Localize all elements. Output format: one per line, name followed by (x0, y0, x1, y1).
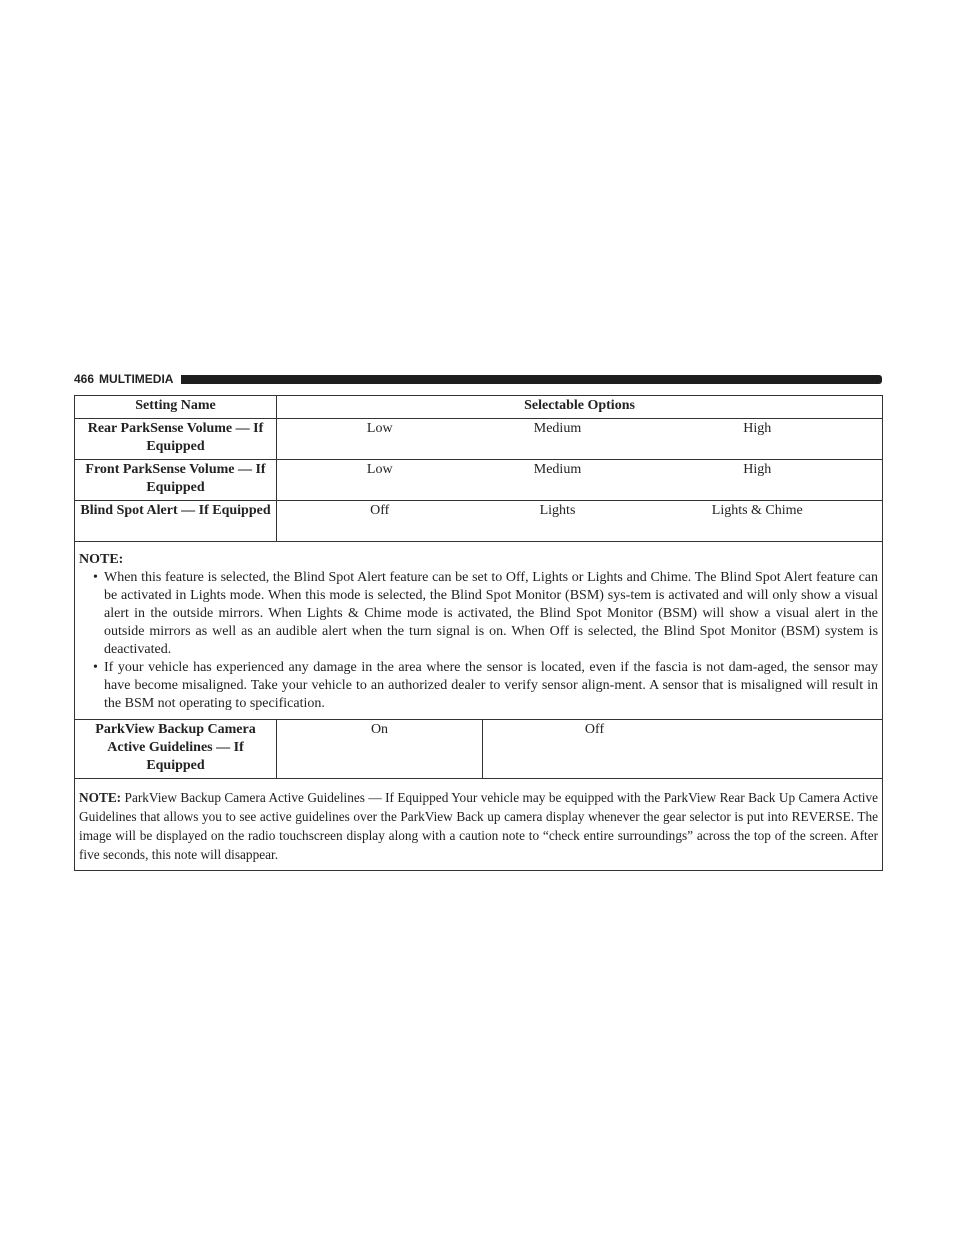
list-item (79, 569, 878, 659)
column-header-setting-name: Setting Name (75, 396, 277, 419)
list-item (79, 659, 878, 713)
option-cell: Off (483, 720, 883, 779)
note-bullet-text: When this feature is selected, the Blind Spot Alert feature can be set to Off, Lights or Lights and Chime. The Blind Spot Alert feature can be activated in Lights mode. When this mode is selected, the Blind Spot Monitor (BSM) sys-tem is activated and will only show a visual alert in the outside mirrors. When Lights & Chime mode is activated, the Blind Spot Monitor (BSM) will show a visual alert in the outside mirrors as well as an audible alert when the turn signal is on. When Off is selected, the Blind Spot Monitor (BSM) system is deactivated. (104, 570, 879, 657)
note-label: NOTE: (79, 790, 122, 805)
column-header-selectable-options: Selectable Options (277, 396, 883, 419)
settings-table (74, 395, 883, 871)
option-cell: Off (277, 501, 483, 542)
option-cell: Medium (483, 460, 633, 501)
table-row (75, 501, 883, 542)
header-rule (181, 375, 882, 384)
option-cell: Lights (483, 501, 633, 542)
option-cell: On (277, 720, 483, 779)
option-cell: Lights & Chime (633, 501, 883, 542)
note-row (75, 542, 883, 720)
setting-name: ParkView Backup Camera Active Guidelines — If Equipped (75, 720, 277, 779)
setting-name: Blind Spot Alert — If Equipped (75, 501, 277, 542)
option-cell: Low (277, 460, 483, 501)
note-bullet-list (79, 569, 878, 713)
note-bullet-text: If your vehicle has experienced any damage in the area where the sensor is located, even if the fascia is not dam-aged, the sensor may have become misaligned. Take your vehicle to an authorized dealer to verify sensor align-ment. A sensor that is misaligned will result in the BSM not operating to specification. (104, 660, 879, 711)
section-title: MULTIMEDIA (99, 372, 174, 386)
option-cell: Medium (483, 419, 633, 460)
option-cell: Low (277, 419, 483, 460)
page-number: 466 (74, 372, 95, 386)
bullet-icon: • (93, 570, 98, 585)
note-block (75, 779, 883, 871)
note-text: ParkView Backup Camera Active Guidelines — If Equipped Your vehicle may be equipped with the ParkView Rear Back Up Camera Active Guidelines that allows you to see active guidelines over the ParkView Back up camera display whenever the gear selector is put into REVERSE. The image will be displayed on the radio touchscreen display along with a caution note to “check entire surroundings” across the top of the screen. After five seconds, this note will disappear. (79, 790, 879, 862)
note-label: NOTE: (79, 552, 124, 567)
page-header (74, 372, 882, 386)
option-cell: High (633, 460, 883, 501)
note-block (75, 542, 883, 720)
table-header-row (75, 396, 883, 419)
table-row (75, 460, 883, 501)
setting-name: Front ParkSense Volume — If Equipped (75, 460, 277, 501)
option-cell: High (633, 419, 883, 460)
setting-name: Rear ParkSense Volume — If Equipped (75, 419, 277, 460)
table-row (75, 419, 883, 460)
table-row (75, 720, 883, 779)
note-row (75, 779, 883, 871)
bullet-icon: • (93, 660, 98, 675)
